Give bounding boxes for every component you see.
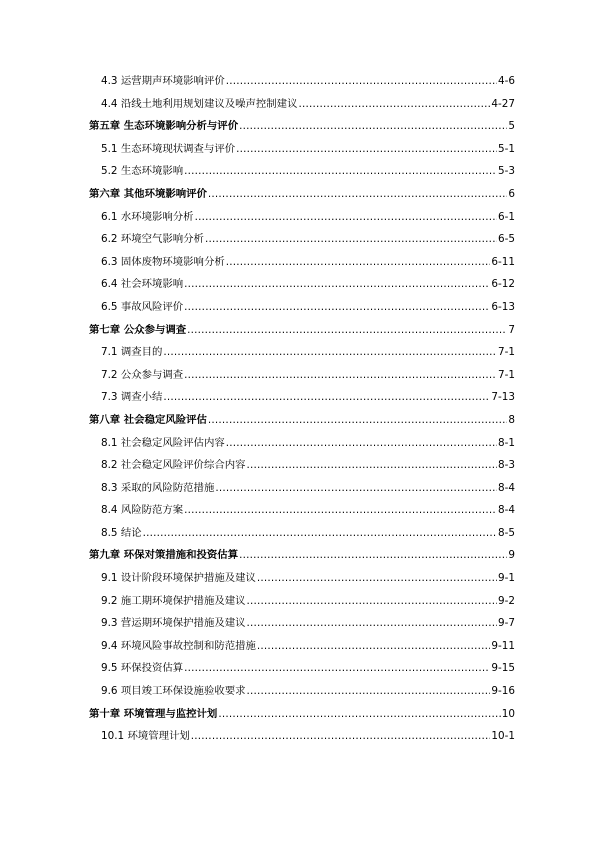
toc-section-entry[interactable] [89,341,515,364]
toc-section-entry[interactable] [89,590,515,613]
toc-dot-leader [208,409,507,432]
toc-entry-page-number: 6-13 [491,300,515,313]
toc-entry-page-number: 8-5 [498,526,515,539]
toc-entry-title: 5.1 生态环境现状调查与评价 [101,142,236,155]
toc-dot-leader [163,341,497,364]
toc-entry-page-number: 4-6 [498,75,515,87]
toc-entry-page-number: 9-7 [498,617,515,630]
toc-entry-title: 4.4 沿线土地利用规划建议及噪声控制建议 [101,97,298,110]
toc-dot-leader [236,138,497,161]
toc-section-entry[interactable] [89,432,515,455]
toc-section-entry[interactable] [89,93,515,116]
toc-section-entry[interactable] [89,499,515,522]
toc-dot-leader [184,160,497,183]
toc-section-entry[interactable] [89,138,515,161]
toc-dot-leader [184,364,497,387]
toc-entry-page-number: 9-2 [498,594,515,607]
toc-entry-page-number: 8 [508,413,515,426]
toc-dot-leader [184,296,490,319]
toc-section-entry[interactable] [89,725,515,748]
toc-entry-page-number: 4-27 [491,97,515,110]
toc-entry-page-number: 6-5 [498,233,515,246]
toc-dot-leader [195,206,497,229]
toc-dot-leader [215,477,497,500]
toc-chapter-entry[interactable] [89,115,515,138]
toc-entry-page-number: 9-16 [491,685,515,698]
toc-entry-title: 6.1 水环境影响分析 [101,210,194,223]
toc-entry-title: 第七章 公众参与调查 [89,323,187,336]
toc-section-entry[interactable] [89,160,515,183]
toc-dot-leader [239,115,507,138]
toc-entry-title: 第六章 其他环境影响评价 [89,187,207,200]
toc-entry-page-number: 7 [508,323,515,336]
toc-section-entry[interactable] [89,251,515,274]
toc-entry-page-number: 10-1 [491,730,515,743]
toc-entry-title: 9.4 环境风险事故控制和防范措施 [101,639,256,652]
toc-dot-leader [257,567,497,590]
toc-entry-title: 6.3 固体废物环境影响分析 [101,255,225,268]
toc-section-entry[interactable] [89,364,515,387]
toc-entry-page-number: 8-4 [498,504,515,517]
toc-dot-leader [247,454,498,477]
toc-section-entry[interactable] [89,70,515,93]
table-of-contents [89,70,515,748]
toc-entry-page-number: 9 [508,549,515,562]
toc-entry-page-number: 7-1 [498,346,515,359]
toc-entry-title: 第十章 环境管理与监控计划 [89,707,218,720]
toc-entry-title: 9.3 营运期环境保护措施及建议 [101,617,246,630]
toc-entry-page-number: 10 [501,707,515,720]
toc-dot-leader [184,657,490,680]
toc-section-entry[interactable] [89,522,515,545]
toc-dot-leader [143,522,497,545]
toc-entry-page-number: 5-3 [498,165,515,178]
toc-dot-leader [205,228,497,251]
toc-entry-title: 7.2 公众参与调查 [101,368,184,381]
toc-entry-title: 7.3 调查小结 [101,391,163,404]
toc-dot-leader [247,590,498,613]
toc-entry-page-number: 6 [508,187,515,200]
toc-entry-title: 4.3 运营期声环境影响评价 [101,75,225,87]
toc-chapter-entry[interactable] [89,544,515,567]
toc-section-entry[interactable] [89,567,515,590]
toc-entry-title: 9.5 环保投资估算 [101,662,184,675]
toc-dot-leader [239,544,507,567]
toc-entry-title: 8.1 社会稳定风险评估内容 [101,436,225,449]
toc-entry-title: 8.4 风险防范方案 [101,504,184,517]
toc-entry-page-number: 6-1 [498,210,515,223]
toc-entry-page-number: 6-11 [491,255,515,268]
toc-section-entry[interactable] [89,296,515,319]
toc-entry-title: 6.5 事故风险评价 [101,300,184,313]
toc-entry-page-number: 8-4 [498,481,515,494]
toc-chapter-entry[interactable] [89,319,515,342]
toc-entry-title: 10.1 环境管理计划 [101,730,190,743]
toc-entry-page-number: 9-1 [498,572,515,585]
toc-entry-page-number: 7-13 [491,391,515,404]
toc-section-entry[interactable] [89,657,515,680]
toc-entry-title: 7.1 调查目的 [101,346,163,359]
toc-entry-title: 第五章 生态环境影响分析与评价 [89,120,239,133]
toc-dot-leader [298,93,490,116]
toc-entry-title: 6.2 环境空气影响分析 [101,233,204,246]
toc-dot-leader [163,386,490,409]
toc-entry-title: 8.5 结论 [101,526,142,539]
toc-chapter-entry[interactable] [89,703,515,726]
toc-entry-page-number: 6-12 [491,278,515,291]
toc-entry-page-number: 7-1 [498,368,515,381]
toc-entry-page-number: 9-11 [491,639,515,652]
toc-dot-leader [218,703,500,726]
toc-section-entry[interactable] [89,680,515,703]
toc-section-entry[interactable] [89,477,515,500]
toc-section-entry[interactable] [89,386,515,409]
toc-entry-title: 9.2 施工期环境保护措施及建议 [101,594,246,607]
toc-entry-page-number: 5-1 [498,142,515,155]
toc-section-entry[interactable] [89,228,515,251]
toc-dot-leader [226,251,491,274]
toc-entry-page-number: 5 [508,120,515,133]
toc-entry-title: 9.6 项目竣工环保设施验收要求 [101,685,246,698]
toc-entry-title: 5.2 生态环境影响 [101,165,184,178]
toc-section-entry[interactable] [89,635,515,658]
toc-entry-page-number: 8-1 [498,436,515,449]
toc-entry-title: 8.3 采取的风险防范措施 [101,481,215,494]
toc-entry-title: 第九章 环保对策措施和投资估算 [89,549,239,562]
toc-dot-leader [184,499,497,522]
toc-dot-leader [191,725,491,748]
toc-section-entry[interactable] [89,454,515,477]
toc-dot-leader [226,432,497,455]
toc-dot-leader [247,612,498,635]
toc-section-entry[interactable] [89,612,515,635]
toc-dot-leader [208,183,507,206]
toc-dot-leader [247,680,491,703]
toc-entry-title: 8.2 社会稳定风险评价综合内容 [101,459,246,472]
toc-section-entry[interactable] [89,206,515,229]
toc-entry-title: 6.4 社会环境影响 [101,278,184,291]
toc-dot-leader [257,635,491,658]
toc-section-entry[interactable] [89,273,515,296]
toc-dot-leader [226,70,497,93]
toc-chapter-entry[interactable] [89,409,515,432]
toc-dot-leader [187,319,507,342]
toc-entry-page-number: 8-3 [498,459,515,472]
toc-entry-page-number: 9-15 [491,662,515,675]
toc-entry-title: 第八章 社会稳定风险评估 [89,413,207,426]
toc-entry-title: 9.1 设计阶段环境保护措施及建议 [101,572,256,585]
toc-dot-leader [184,273,490,296]
toc-chapter-entry[interactable] [89,183,515,206]
